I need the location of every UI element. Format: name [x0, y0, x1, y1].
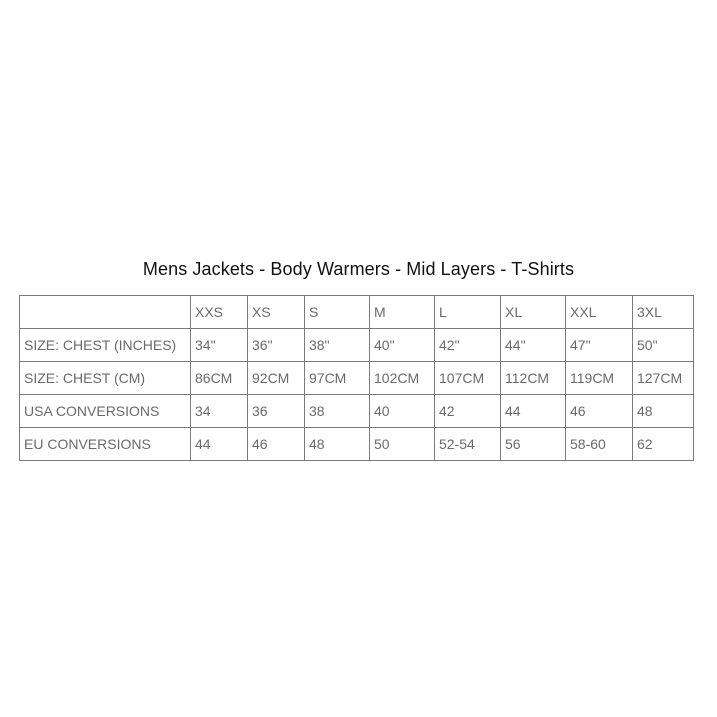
- table-cell: 107CM: [435, 362, 501, 395]
- header-cell-xl: XL: [501, 296, 566, 329]
- table-cell: 36: [248, 395, 305, 428]
- table-cell: 46: [566, 395, 633, 428]
- table-cell: 119CM: [566, 362, 633, 395]
- row-label: EU CONVERSIONS: [20, 428, 191, 461]
- header-cell-3xl: 3XL: [633, 296, 694, 329]
- table-cell: 46: [248, 428, 305, 461]
- table-cell: 40": [370, 329, 435, 362]
- table-cell: 48: [305, 428, 370, 461]
- table-cell: 48: [633, 395, 694, 428]
- row-label: USA CONVERSIONS: [20, 395, 191, 428]
- table-cell: 62: [633, 428, 694, 461]
- table-row: [20, 428, 694, 461]
- table-cell: 34": [191, 329, 248, 362]
- table-row: [20, 329, 694, 362]
- table-header-row: [20, 296, 694, 329]
- header-cell-m: M: [370, 296, 435, 329]
- table-cell: 34: [191, 395, 248, 428]
- table-cell: 47": [566, 329, 633, 362]
- table-cell: 58-60: [566, 428, 633, 461]
- table-cell: 50: [370, 428, 435, 461]
- table-cell: 102CM: [370, 362, 435, 395]
- table-cell: 56: [501, 428, 566, 461]
- header-cell-xxl: XXL: [566, 296, 633, 329]
- table-cell: 44: [191, 428, 248, 461]
- size-chart-title: Mens Jackets - Body Warmers - Mid Layers - T-Shirts: [142, 259, 575, 279]
- table-cell: 42": [435, 329, 501, 362]
- table-cell: 36": [248, 329, 305, 362]
- table-cell: 50": [633, 329, 694, 362]
- size-chart-table: [19, 295, 694, 461]
- table-cell: 38": [305, 329, 370, 362]
- row-label: SIZE: CHEST (INCHES): [20, 329, 191, 362]
- table-cell: 86CM: [191, 362, 248, 395]
- table-cell: 44": [501, 329, 566, 362]
- header-cell-xxs: XXS: [191, 296, 248, 329]
- table-cell: 38: [305, 395, 370, 428]
- table-row: [20, 395, 694, 428]
- table-cell: 44: [501, 395, 566, 428]
- header-cell-xs: XS: [248, 296, 305, 329]
- table-cell: 40: [370, 395, 435, 428]
- table-row: [20, 362, 694, 395]
- table-cell: 97CM: [305, 362, 370, 395]
- table-cell: 52-54: [435, 428, 501, 461]
- table-cell: 92CM: [248, 362, 305, 395]
- table-cell: 112CM: [501, 362, 566, 395]
- row-label: SIZE: CHEST (CM): [20, 362, 191, 395]
- table-cell: 127CM: [633, 362, 694, 395]
- header-cell: [20, 296, 191, 329]
- header-cell-s: S: [305, 296, 370, 329]
- header-cell-l: L: [435, 296, 501, 329]
- table-cell: 42: [435, 395, 501, 428]
